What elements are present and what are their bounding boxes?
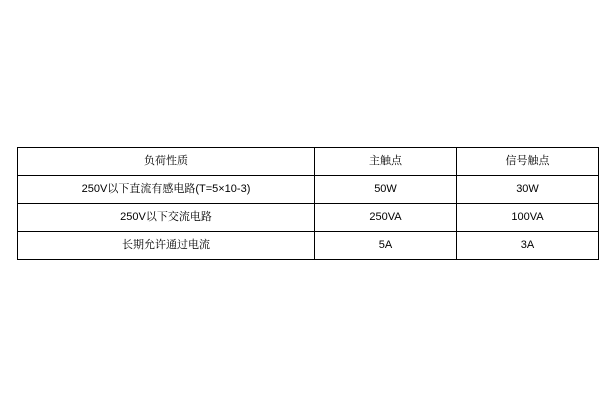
table-cell-load-type: 长期允许通过电流 bbox=[18, 232, 315, 260]
table-header-cell-load-type: 负荷性质 bbox=[18, 148, 315, 176]
table-cell-signal-contact: 3A bbox=[457, 232, 599, 260]
table-cell-load-type: 250V以下交流电路 bbox=[18, 204, 315, 232]
table-row bbox=[18, 232, 599, 260]
contact-rating-table bbox=[17, 147, 599, 260]
table-cell-main-contact: 50W bbox=[315, 176, 457, 204]
table-cell-main-contact: 250VA bbox=[315, 204, 457, 232]
table-header-row bbox=[18, 148, 599, 176]
table-cell-signal-contact: 30W bbox=[457, 176, 599, 204]
table-cell-load-type: 250V以下直流有感电路(T=5×10-3) bbox=[18, 176, 315, 204]
table-header-cell-signal-contact: 信号触点 bbox=[457, 148, 599, 176]
table-header-cell-main-contact: 主触点 bbox=[315, 148, 457, 176]
table-row bbox=[18, 204, 599, 232]
table-cell-main-contact: 5A bbox=[315, 232, 457, 260]
table-cell-signal-contact: 100VA bbox=[457, 204, 599, 232]
table-row bbox=[18, 176, 599, 204]
